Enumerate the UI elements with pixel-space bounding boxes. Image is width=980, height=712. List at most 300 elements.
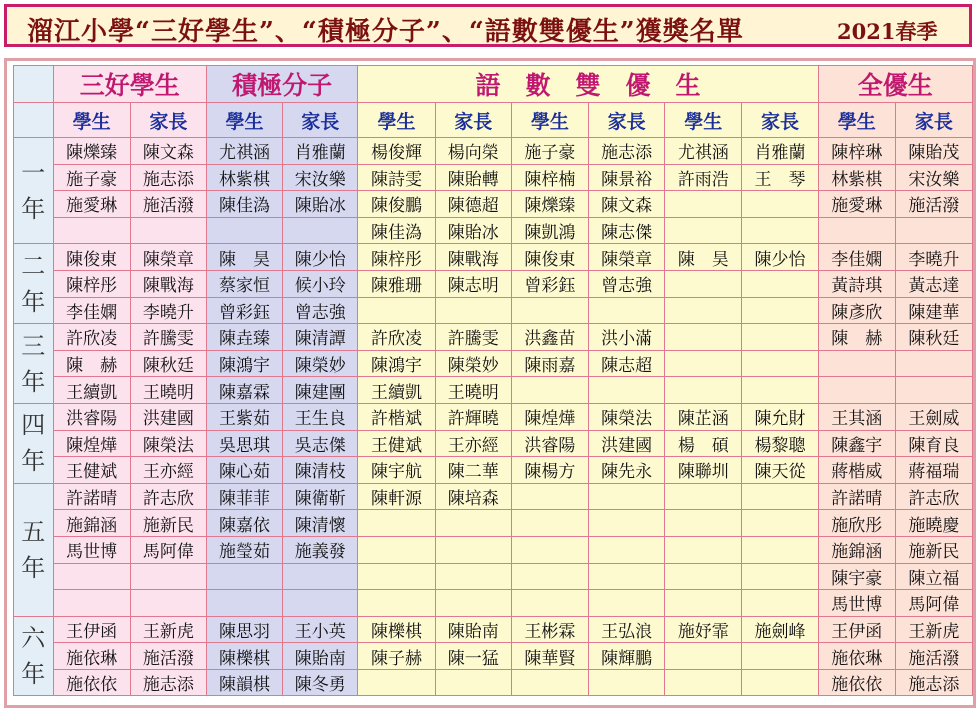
- grade-label-char: 五: [21, 517, 46, 546]
- parent-name-cell: 施劍峰: [742, 616, 818, 643]
- parent-name-cell: 曾志強: [283, 297, 358, 324]
- student-name-cell: [665, 350, 742, 377]
- season-label: 2021春季: [837, 19, 938, 44]
- table-row: [14, 669, 973, 696]
- student-name-cell: 馬世博: [53, 536, 130, 563]
- parent-name-cell: [895, 350, 972, 377]
- student-name-cell: 王伊函: [53, 616, 130, 643]
- student-name-cell: [53, 590, 130, 617]
- parent-name-cell: 陳榮妙: [435, 350, 511, 377]
- parent-name-cell: [742, 563, 818, 590]
- student-name-cell: 李佳嫻: [818, 244, 895, 271]
- student-name-cell: 許欣凌: [53, 324, 130, 351]
- parent-name-cell: [130, 590, 206, 617]
- student-name-cell: 吳思琪: [206, 430, 282, 457]
- student-name-cell: 陳俊東: [511, 244, 588, 271]
- parent-name-cell: 洪建國: [130, 403, 206, 430]
- parent-name-cell: 施活潑: [895, 643, 972, 670]
- parent-name-cell: 陳建華: [895, 297, 972, 324]
- group-header-jiji: 積極分子: [206, 66, 357, 103]
- student-name-cell: 王其涵: [818, 403, 895, 430]
- table-row: [14, 403, 973, 430]
- student-name-cell: 陳聯圳: [665, 457, 742, 484]
- student-name-cell: 施欣彤: [818, 510, 895, 537]
- group-header-sanhao: 三好學生: [53, 66, 206, 103]
- parent-name-cell: [742, 217, 818, 244]
- student-name-cell: 蔣楷威: [818, 457, 895, 484]
- page-title: 溜江小學“三好學生”、“積極分子”、“語數雙優生”獲獎名單: [27, 17, 744, 47]
- student-name-cell: 陳心茹: [206, 457, 282, 484]
- student-name-cell: 陳梓彤: [358, 244, 435, 271]
- parent-name-cell: [435, 297, 511, 324]
- parent-name-cell: 陳秋廷: [895, 324, 972, 351]
- student-name-cell: [665, 590, 742, 617]
- student-name-cell: 王續凱: [358, 377, 435, 404]
- student-name-cell: 施錦涵: [53, 510, 130, 537]
- parent-name-cell: 陳清懷: [283, 510, 358, 537]
- parent-name-cell: [742, 350, 818, 377]
- student-name-cell: [665, 297, 742, 324]
- parent-name-cell: 許騰雯: [130, 324, 206, 351]
- parent-name-cell: 陳榮章: [130, 244, 206, 271]
- parent-name-cell: 施志添: [130, 669, 206, 696]
- table-row: [14, 377, 973, 404]
- parent-name-cell: [589, 536, 665, 563]
- student-name-cell: 陳梓琳: [818, 138, 895, 165]
- parent-name-cell: 陳建團: [283, 377, 358, 404]
- parent-name-cell: 施新民: [130, 510, 206, 537]
- grade-label: [14, 138, 54, 244]
- parent-name-cell: 陳允財: [742, 403, 818, 430]
- parent-name-cell: 王劍威: [895, 403, 972, 430]
- title-banner: [4, 4, 972, 47]
- student-name-cell: [511, 297, 588, 324]
- student-name-cell: 陳梓楠: [511, 164, 588, 191]
- parent-name-cell: [283, 590, 358, 617]
- student-name-cell: 陳雅珊: [358, 270, 435, 297]
- parent-name-cell: 宋汝樂: [283, 164, 358, 191]
- parent-name-cell: 洪建國: [589, 430, 665, 457]
- student-name-cell: 許楷斌: [358, 403, 435, 430]
- student-name-cell: 陳芷涵: [665, 403, 742, 430]
- group-header-yushu: 語 數 雙 優 生: [358, 66, 818, 103]
- student-name-cell: 施錦涵: [818, 536, 895, 563]
- student-name-cell: [511, 377, 588, 404]
- table-row: [14, 270, 973, 297]
- parent-name-cell: [742, 590, 818, 617]
- parent-name-cell: 王新虎: [895, 616, 972, 643]
- parent-name-cell: [589, 669, 665, 696]
- student-name-cell: [358, 563, 435, 590]
- student-name-cell: [53, 217, 130, 244]
- parent-name-cell: 洪小滿: [589, 324, 665, 351]
- parent-name-cell: 陳貽南: [283, 643, 358, 670]
- parent-name-cell: 陳景裕: [589, 164, 665, 191]
- col-header-student: 學生: [206, 103, 282, 138]
- parent-name-cell: 施志添: [895, 669, 972, 696]
- student-name-cell: 陳佳溈: [206, 191, 282, 218]
- student-name-cell: 施依琳: [818, 643, 895, 670]
- grade-label-char: 年: [21, 194, 46, 223]
- parent-name-cell: 李曉升: [130, 297, 206, 324]
- student-name-cell: 陳爍臻: [511, 191, 588, 218]
- table-row: [14, 457, 973, 484]
- student-name-cell: 陳垚臻: [206, 324, 282, 351]
- student-name-cell: [665, 377, 742, 404]
- col-header-student: 學生: [665, 103, 742, 138]
- student-name-cell: 陳韻棋: [206, 669, 282, 696]
- grade-label-char: 年: [21, 660, 46, 689]
- student-name-cell: [665, 217, 742, 244]
- student-name-cell: [511, 536, 588, 563]
- student-name-cell: [53, 563, 130, 590]
- table-row: [14, 643, 973, 670]
- parent-name-cell: [742, 510, 818, 537]
- grade-label-char: 年: [21, 367, 46, 396]
- grade-label-char: 三: [21, 331, 46, 360]
- parent-name-cell: 陳衛靳: [283, 483, 358, 510]
- grade-label-char: 年: [21, 553, 46, 582]
- parent-name-cell: 陳文森: [130, 138, 206, 165]
- student-name-cell: 陳櫟棋: [358, 616, 435, 643]
- student-name-cell: 陳爍臻: [53, 138, 130, 165]
- student-name-cell: [665, 483, 742, 510]
- student-name-cell: [665, 643, 742, 670]
- grade-label-char: 六: [21, 624, 46, 653]
- parent-name-cell: 許輝曉: [435, 403, 511, 430]
- parent-name-cell: [742, 536, 818, 563]
- student-name-cell: 曾彩鈺: [511, 270, 588, 297]
- student-name-cell: 陳 赫: [818, 324, 895, 351]
- parent-name-cell: 陳貽茂: [895, 138, 972, 165]
- parent-name-cell: [435, 563, 511, 590]
- col-header-parent: 家長: [589, 103, 665, 138]
- col-header-student: 學生: [358, 103, 435, 138]
- grade-label: [14, 244, 54, 324]
- parent-name-cell: 陳貽冰: [283, 191, 358, 218]
- student-name-cell: 陳煌燁: [53, 430, 130, 457]
- col-header-parent: 家長: [435, 103, 511, 138]
- table-row: [14, 217, 973, 244]
- table-row: [14, 138, 973, 165]
- student-name-cell: 施依依: [53, 669, 130, 696]
- parent-name-cell: 陳戰海: [130, 270, 206, 297]
- student-name-cell: 陳凱鴻: [511, 217, 588, 244]
- student-name-cell: 陳華賢: [511, 643, 588, 670]
- award-table: [13, 65, 973, 696]
- parent-name-cell: [435, 510, 511, 537]
- parent-name-cell: 陳二華: [435, 457, 511, 484]
- parent-name-cell: 王弘浪: [589, 616, 665, 643]
- student-name-cell: 王彬霖: [511, 616, 588, 643]
- student-name-cell: 王紫茹: [206, 403, 282, 430]
- parent-name-cell: 肖雅蘭: [283, 138, 358, 165]
- parent-name-cell: [589, 483, 665, 510]
- parent-name-cell: [742, 669, 818, 696]
- parent-name-cell: 楊黎聰: [742, 430, 818, 457]
- student-name-cell: 施妤霏: [665, 616, 742, 643]
- student-name-cell: 陳菲菲: [206, 483, 282, 510]
- grade-label-char: 二: [21, 251, 46, 280]
- student-name-cell: 蔡家恒: [206, 270, 282, 297]
- parent-name-cell: 陳育良: [895, 430, 972, 457]
- parent-name-cell: 王曉明: [130, 377, 206, 404]
- parent-name-cell: 馬阿偉: [130, 536, 206, 563]
- student-name-cell: 陳子赫: [358, 643, 435, 670]
- parent-name-cell: 施志添: [589, 138, 665, 165]
- parent-name-cell: 陳先永: [589, 457, 665, 484]
- student-name-cell: 陳 赫: [53, 350, 130, 377]
- parent-name-cell: 施活潑: [895, 191, 972, 218]
- parent-name-cell: 陳輝鵬: [589, 643, 665, 670]
- student-name-cell: 許諾晴: [818, 483, 895, 510]
- parent-name-cell: 陳一猛: [435, 643, 511, 670]
- parent-name-cell: 陳志超: [589, 350, 665, 377]
- student-name-cell: [511, 590, 588, 617]
- student-name-cell: 施愛琳: [818, 191, 895, 218]
- parent-name-cell: 黃志達: [895, 270, 972, 297]
- parent-name-cell: 陳戰海: [435, 244, 511, 271]
- award-table-frame: [4, 58, 976, 708]
- table-row: [14, 616, 973, 643]
- parent-name-cell: 王 琴: [742, 164, 818, 191]
- student-name-cell: 陳梓彤: [53, 270, 130, 297]
- parent-name-cell: 馬阿偉: [895, 590, 972, 617]
- grade-label: [14, 324, 54, 404]
- student-name-cell: [511, 510, 588, 537]
- group-header-quanyou: 全優生: [818, 66, 972, 103]
- student-name-cell: [665, 563, 742, 590]
- parent-name-cell: 宋汝樂: [895, 164, 972, 191]
- student-name-cell: 施子豪: [511, 138, 588, 165]
- col-header-parent: 家長: [283, 103, 358, 138]
- table-row: [14, 483, 973, 510]
- parent-name-cell: 陳志傑: [589, 217, 665, 244]
- grade-label-char: 四: [21, 411, 46, 440]
- student-name-cell: [818, 377, 895, 404]
- student-name-cell: 陳煌燁: [511, 403, 588, 430]
- student-name-cell: [665, 191, 742, 218]
- parent-name-cell: 陳貽轉: [435, 164, 511, 191]
- parent-name-cell: 曾志強: [589, 270, 665, 297]
- col-header-student: 學生: [53, 103, 130, 138]
- table-row: [14, 350, 973, 377]
- student-name-cell: [206, 590, 282, 617]
- parent-name-cell: 李曉升: [895, 244, 972, 271]
- parent-name-cell: 施義發: [283, 536, 358, 563]
- student-name-cell: 王續凱: [53, 377, 130, 404]
- parent-name-cell: 王亦經: [435, 430, 511, 457]
- parent-name-cell: 施曉慶: [895, 510, 972, 537]
- student-name-cell: [358, 536, 435, 563]
- student-name-cell: [511, 483, 588, 510]
- parent-name-cell: [589, 510, 665, 537]
- student-name-cell: 施子豪: [53, 164, 130, 191]
- grade-label-char: 年: [21, 287, 46, 316]
- parent-name-cell: 陳榮法: [589, 403, 665, 430]
- parent-name-cell: 陳榮妙: [283, 350, 358, 377]
- student-name-cell: 施依琳: [53, 643, 130, 670]
- student-name-cell: [818, 217, 895, 244]
- parent-name-cell: [283, 217, 358, 244]
- col-header-parent: 家長: [742, 103, 818, 138]
- student-name-cell: 尤祺涵: [206, 138, 282, 165]
- parent-name-cell: 王曉明: [435, 377, 511, 404]
- col-header-student: 學生: [511, 103, 588, 138]
- student-name-cell: 陳詩雯: [358, 164, 435, 191]
- parent-name-cell: 許騰雯: [435, 324, 511, 351]
- student-name-cell: 陳宇豪: [818, 563, 895, 590]
- parent-name-cell: 陳立福: [895, 563, 972, 590]
- grade-label: [14, 616, 54, 696]
- parent-name-cell: 王小英: [283, 616, 358, 643]
- student-name-cell: [665, 669, 742, 696]
- student-name-cell: 馬世博: [818, 590, 895, 617]
- parent-name-cell: [742, 297, 818, 324]
- student-name-cell: 王健斌: [53, 457, 130, 484]
- parent-name-cell: 王亦經: [130, 457, 206, 484]
- parent-name-cell: [130, 217, 206, 244]
- parent-name-cell: 吳志傑: [283, 430, 358, 457]
- student-name-cell: 洪鑫苗: [511, 324, 588, 351]
- student-name-cell: 陳櫟棋: [206, 643, 282, 670]
- student-name-cell: 陳 昊: [665, 244, 742, 271]
- student-name-cell: 陳楊方: [511, 457, 588, 484]
- student-name-cell: 林紫棋: [206, 164, 282, 191]
- parent-name-cell: [895, 377, 972, 404]
- parent-name-cell: 施志添: [130, 164, 206, 191]
- parent-name-cell: [283, 563, 358, 590]
- parent-name-cell: [589, 377, 665, 404]
- table-row: [14, 590, 973, 617]
- parent-name-cell: 楊向榮: [435, 138, 511, 165]
- table-row: [14, 510, 973, 537]
- parent-name-cell: 陳清譚: [283, 324, 358, 351]
- parent-name-cell: 陳貽南: [435, 616, 511, 643]
- parent-name-cell: 施新民: [895, 536, 972, 563]
- col-header-parent: 家長: [130, 103, 206, 138]
- parent-name-cell: 施活潑: [130, 191, 206, 218]
- student-name-cell: 陳思羽: [206, 616, 282, 643]
- corner-cell: [14, 103, 54, 138]
- table-row: [14, 563, 973, 590]
- grade-label-char: 一: [21, 158, 46, 187]
- table-row: [14, 191, 973, 218]
- student-name-cell: 陳 昊: [206, 244, 282, 271]
- parent-name-cell: 王新虎: [130, 616, 206, 643]
- table-row: [14, 536, 973, 563]
- parent-name-cell: [742, 324, 818, 351]
- grade-label-char: 年: [21, 447, 46, 476]
- student-name-cell: [358, 297, 435, 324]
- parent-name-cell: [589, 563, 665, 590]
- student-name-cell: 陳鴻宇: [358, 350, 435, 377]
- parent-name-cell: 陳冬勇: [283, 669, 358, 696]
- parent-name-cell: [589, 297, 665, 324]
- student-name-cell: [665, 536, 742, 563]
- parent-name-cell: 候小玲: [283, 270, 358, 297]
- parent-name-cell: [742, 191, 818, 218]
- parent-name-cell: 陳少怡: [283, 244, 358, 271]
- parent-name-cell: 陳文森: [589, 191, 665, 218]
- table-row: [14, 430, 973, 457]
- parent-name-cell: [742, 377, 818, 404]
- student-name-cell: [818, 350, 895, 377]
- student-name-cell: 尤祺涵: [665, 138, 742, 165]
- student-name-cell: 陳軒源: [358, 483, 435, 510]
- student-name-cell: 陳宇航: [358, 457, 435, 484]
- student-name-cell: [665, 510, 742, 537]
- student-name-cell: [511, 563, 588, 590]
- student-name-cell: 陳鴻宇: [206, 350, 282, 377]
- student-name-cell: 許諾晴: [53, 483, 130, 510]
- student-name-cell: 施依依: [818, 669, 895, 696]
- parent-name-cell: [742, 483, 818, 510]
- student-name-cell: 王伊函: [818, 616, 895, 643]
- student-name-cell: 陳嘉霖: [206, 377, 282, 404]
- parent-name-cell: 許志欣: [895, 483, 972, 510]
- student-name-cell: 陳彥欣: [818, 297, 895, 324]
- corner-cell: [14, 66, 54, 103]
- student-name-cell: 陳雨嘉: [511, 350, 588, 377]
- parent-name-cell: 陳榮法: [130, 430, 206, 457]
- student-name-cell: 陳俊鵬: [358, 191, 435, 218]
- student-name-cell: [665, 324, 742, 351]
- parent-name-cell: 施活潑: [130, 643, 206, 670]
- student-name-cell: [358, 510, 435, 537]
- student-name-cell: 許雨浩: [665, 164, 742, 191]
- grade-label: [14, 483, 54, 616]
- table-row: [14, 244, 973, 271]
- student-name-cell: [511, 669, 588, 696]
- parent-name-cell: [589, 590, 665, 617]
- col-header-student: 學生: [818, 103, 895, 138]
- table-row: [14, 164, 973, 191]
- student-name-cell: 李佳嫻: [53, 297, 130, 324]
- student-name-cell: [206, 563, 282, 590]
- student-name-cell: [358, 590, 435, 617]
- student-name-cell: 洪睿陽: [53, 403, 130, 430]
- parent-name-cell: [435, 536, 511, 563]
- student-name-cell: 王健斌: [358, 430, 435, 457]
- grade-label: [14, 403, 54, 483]
- parent-name-cell: 陳少怡: [742, 244, 818, 271]
- student-name-cell: [206, 217, 282, 244]
- student-name-cell: 楊俊輝: [358, 138, 435, 165]
- student-name-cell: 黃詩琪: [818, 270, 895, 297]
- student-name-cell: [358, 669, 435, 696]
- student-name-cell: [665, 270, 742, 297]
- table-row: [14, 324, 973, 351]
- parent-name-cell: 陳清枝: [283, 457, 358, 484]
- student-name-cell: 林紫棋: [818, 164, 895, 191]
- student-name-cell: 洪睿陽: [511, 430, 588, 457]
- student-name-cell: 曾彩鈺: [206, 297, 282, 324]
- parent-name-cell: [895, 217, 972, 244]
- parent-name-cell: 陳榮章: [589, 244, 665, 271]
- parent-name-cell: 王生良: [283, 403, 358, 430]
- student-name-cell: 施瑩茹: [206, 536, 282, 563]
- student-name-cell: 施愛琳: [53, 191, 130, 218]
- parent-name-cell: 陳秋廷: [130, 350, 206, 377]
- parent-name-cell: 許志欣: [130, 483, 206, 510]
- parent-name-cell: 陳志明: [435, 270, 511, 297]
- parent-name-cell: 陳天從: [742, 457, 818, 484]
- parent-name-cell: 蔣福瑞: [895, 457, 972, 484]
- table-row: [14, 297, 973, 324]
- student-name-cell: 陳鑫宇: [818, 430, 895, 457]
- student-name-cell: 陳佳溈: [358, 217, 435, 244]
